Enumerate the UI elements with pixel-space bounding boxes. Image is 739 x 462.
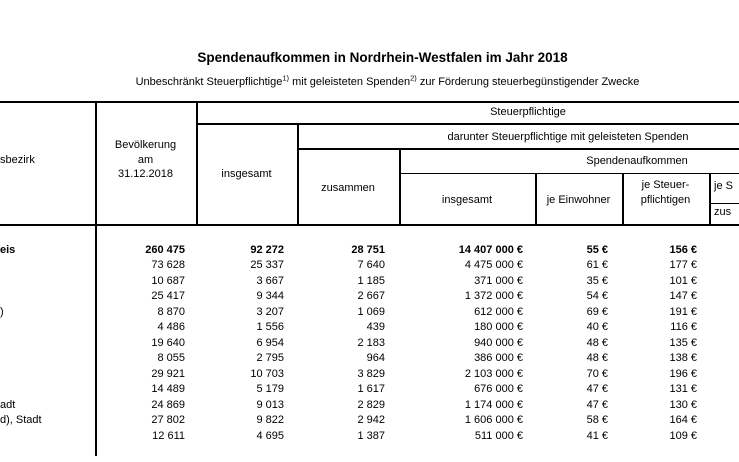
per-inhabitant-cell: 48 €	[586, 336, 608, 349]
donors-cell: 964	[366, 352, 385, 364]
subtitle-text-1: Unbeschränkt Steuerpflichtige	[135, 76, 283, 88]
per-inhabitant-cell: 69 €	[586, 305, 608, 318]
donors-cell: 1 069	[357, 305, 385, 318]
taxpayers-cell: 2 795	[256, 352, 284, 364]
header-per-taxpayer	[622, 178, 709, 207]
donors-cell: 2 829	[357, 398, 385, 411]
per-inhabitant-cell: 35 €	[586, 274, 608, 287]
taxpayers-cell: 3 667	[256, 274, 284, 287]
region-label: )	[0, 305, 4, 318]
amount-cell: 14 407 000 €	[458, 243, 523, 256]
per-inhabitant-cell: 58 €	[586, 414, 608, 426]
taxpayers-cell: 9 344	[256, 290, 284, 302]
taxpayers-cell: 25 337	[250, 259, 284, 271]
per-taxpayer-cell: 101 €	[669, 274, 697, 287]
footnote-marker-2: 2)	[410, 73, 417, 83]
per-inhabitant-cell: 40 €	[586, 321, 608, 333]
donors-cell: 1 185	[357, 274, 385, 287]
donors-cell: 3 829	[357, 367, 385, 380]
population-cell: 19 640	[151, 336, 185, 349]
footnote-marker-1: 1)	[282, 73, 290, 83]
header-donors-total: zusammen	[321, 182, 375, 194]
header-bottom-border	[0, 224, 739, 226]
donors-cell: 28 751	[351, 243, 385, 256]
amount-cell: 386 000 €	[474, 352, 523, 364]
amount-cell: 4 475 000 €	[464, 259, 523, 271]
vrule-je-steuerpflichtigen-column	[709, 173, 711, 226]
taxpayers-cell: 3 207	[256, 305, 284, 318]
region-label: adt	[0, 398, 16, 411]
taxpayers-cell: 9 822	[256, 414, 284, 426]
table-row	[0, 398, 739, 414]
per-taxpayer-cell: 116 €	[670, 321, 697, 333]
population-cell: 260 475	[145, 243, 185, 256]
taxpayers-cell: 10 703	[250, 367, 284, 380]
taxpayers-cell: 9 013	[256, 398, 284, 411]
header-per-inhabitant: je Einwohner	[546, 193, 611, 206]
population-cell: 14 489	[151, 383, 185, 395]
header-per-taxpayer-line2: pflichtigen	[640, 193, 691, 206]
table-row	[0, 274, 739, 290]
taxpayers-cell: 4 695	[256, 429, 284, 442]
population-cell: 29 921	[151, 367, 185, 380]
amount-cell: 676 000 €	[474, 383, 523, 395]
taxpayers-cell: 92 272	[250, 243, 284, 256]
taxpayers-cell: 6 954	[256, 336, 284, 349]
per-inhabitant-cell: 41 €	[586, 429, 608, 442]
region-label: d), Stadt	[0, 414, 42, 426]
header-donations-total: insgesamt	[441, 193, 493, 206]
amount-cell: 1 174 000 €	[464, 398, 523, 411]
table-row	[0, 336, 739, 352]
header-cut-column-top-partial: je S	[714, 180, 733, 192]
subtitle-text-3: zur Förderung steuerbegünstigender Zwecke	[416, 76, 640, 88]
per-taxpayer-cell: 177 €	[669, 259, 697, 271]
taxpayers-cell: 1 556	[256, 321, 284, 333]
population-cell: 73 628	[151, 259, 185, 271]
per-inhabitant-cell: 48 €	[586, 352, 608, 364]
population-cell: 27 802	[151, 414, 185, 426]
per-taxpayer-cell: 196 €	[669, 367, 697, 380]
header-donors-group: darunter Steuerpflichtige mit geleisteten Spenden	[447, 130, 689, 143]
per-taxpayer-cell: 109 €	[669, 429, 697, 442]
donors-cell: 2 667	[357, 290, 385, 302]
amount-cell: 511 000 €	[474, 429, 523, 442]
population-cell: 25 417	[151, 290, 185, 302]
region-label	[0, 382, 95, 398]
header-region-partial: sbezirk	[0, 154, 35, 166]
amount-cell: 612 000 €	[474, 305, 523, 318]
table-row	[0, 289, 739, 305]
table-row	[0, 305, 739, 321]
per-inhabitant-cell: 47 €	[586, 398, 608, 411]
table-row	[0, 413, 739, 429]
per-taxpayer-cell: 135 €	[669, 336, 697, 349]
amount-cell: 371 000 €	[474, 274, 523, 287]
rule-under-steuerpflichtige	[196, 123, 739, 125]
amount-cell: 1 372 000 €	[464, 290, 523, 302]
per-taxpayer-cell: 130 €	[669, 398, 697, 411]
table-top-border	[0, 101, 739, 103]
region-label	[0, 320, 95, 336]
header-taxpayers-total: insgesamt	[221, 168, 272, 180]
region-label	[0, 336, 95, 352]
donors-cell: 2 942	[357, 414, 385, 426]
table-row	[0, 429, 739, 445]
header-taxpayers-group: Steuerpflichtige	[490, 106, 566, 118]
taxpayers-cell: 5 179	[256, 383, 284, 395]
per-taxpayer-cell: 164 €	[669, 414, 697, 426]
page-title: Spendenaufkommen in Nordrhein-Westfalen im Jahr 2018	[197, 50, 568, 65]
region-label: eis	[0, 243, 16, 256]
population-cell: 10 687	[151, 274, 185, 287]
per-inhabitant-cell: 55 €	[586, 243, 608, 256]
per-taxpayer-cell: 147 €	[669, 290, 697, 302]
header-population-line2: am	[137, 153, 154, 166]
per-inhabitant-cell: 54 €	[586, 290, 608, 302]
per-taxpayer-cell: 131 €	[669, 383, 697, 395]
header-per-taxpayer-line1: je Steuer-	[641, 179, 690, 191]
region-label	[0, 429, 95, 445]
rule-under-darunter	[297, 148, 739, 150]
table-row	[0, 320, 739, 336]
amount-cell: 180 000 €	[474, 321, 523, 333]
donors-cell: 2 183	[357, 336, 385, 349]
table-row	[0, 258, 739, 274]
header-population-line3: 31.12.2018	[117, 168, 174, 180]
per-taxpayer-cell: 138 €	[669, 352, 697, 364]
page-subtitle	[35, 73, 739, 88]
donors-cell: 7 640	[357, 259, 385, 271]
population-cell: 8 870	[157, 305, 185, 318]
table-row	[0, 367, 739, 383]
population-cell: 24 869	[151, 398, 185, 411]
region-label	[0, 367, 95, 383]
header-cut-column-bottom-partial: zus	[714, 206, 732, 218]
header-population	[95, 138, 196, 182]
donors-cell: 1 617	[357, 383, 385, 395]
region-label	[0, 351, 95, 367]
per-inhabitant-cell: 61 €	[586, 259, 608, 271]
amount-cell: 940 000 €	[474, 336, 523, 349]
amount-cell: 2 103 000 €	[464, 367, 523, 380]
header-donations-group: Spendenaufkommen	[586, 155, 688, 167]
amount-cell: 1 606 000 €	[464, 414, 523, 426]
table-row	[0, 243, 739, 259]
per-taxpayer-cell: 156 €	[669, 243, 697, 256]
region-label	[0, 289, 95, 305]
vrule-population-column	[196, 101, 198, 225]
table-row	[0, 351, 739, 367]
rule-cut-column-divider	[709, 203, 739, 205]
table-row	[0, 382, 739, 398]
population-cell: 8 055	[157, 352, 185, 364]
per-inhabitant-cell: 70 €	[586, 367, 608, 380]
region-label	[0, 258, 95, 274]
subtitle-text-2: mit geleisteten Spenden	[289, 76, 411, 88]
rule-under-spendenaufkommen	[399, 173, 739, 175]
region-label	[0, 274, 95, 290]
donors-cell: 439	[366, 321, 385, 333]
table-body	[0, 243, 739, 445]
per-taxpayer-cell: 191 €	[669, 305, 697, 318]
per-inhabitant-cell: 47 €	[586, 383, 608, 395]
population-cell: 4 486	[157, 321, 185, 333]
header-population-line1: Bevölkerung	[114, 139, 177, 151]
donors-cell: 1 387	[357, 429, 385, 442]
population-cell: 12 611	[152, 429, 185, 442]
